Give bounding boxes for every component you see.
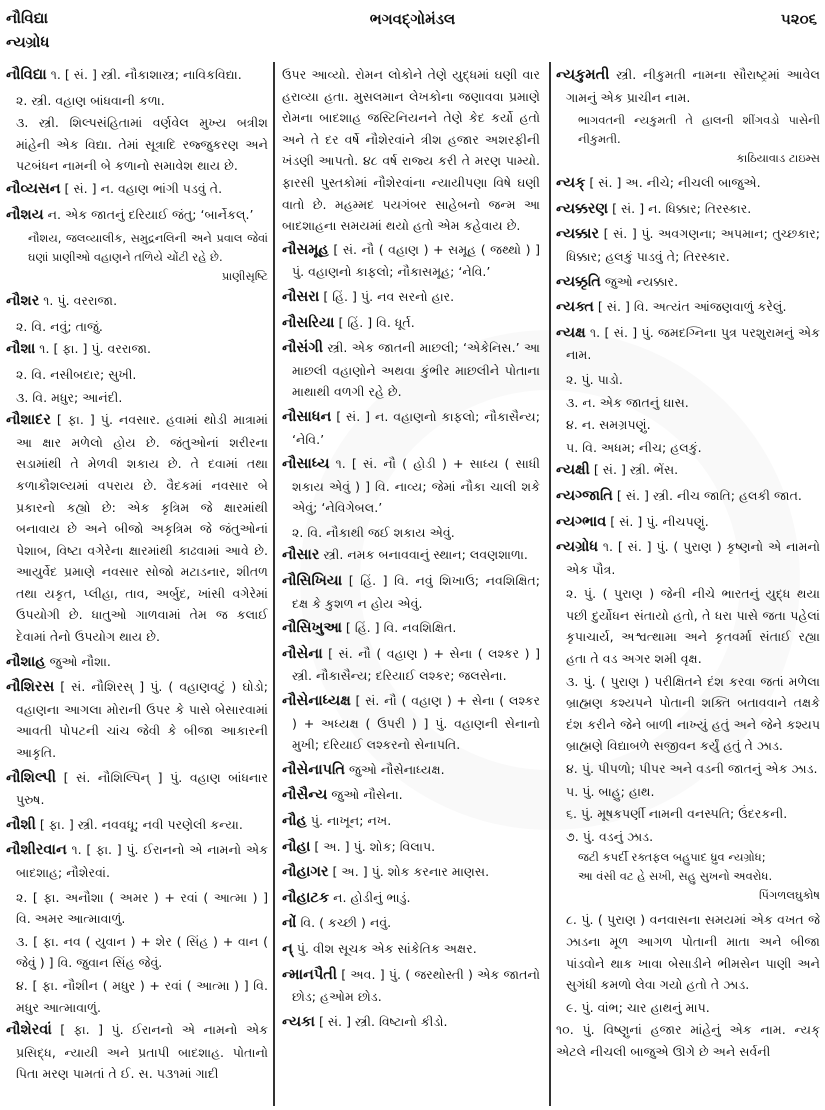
entry-definition: વિ. ( કચ્છી ) નવું. [296,915,392,931]
entry-definition: [ અવ. ] પું. ( જરથોસ્તી ) એક જાતનો છોડ; હઓમ છોડ. [292,966,540,1005]
dictionary-entry [282,643,540,687]
dictionary-entry [556,198,820,221]
entry-sense: ૪. ન. સમગ્રપણું. [566,417,651,433]
entry-headword: ન્યક્કાર [556,226,599,243]
entry-definition: ૧. [ ફા. ] પું. ઈરાનનો એ નામનો એક બાદશાહ; નૌશેરવાં. [16,842,268,880]
citation-text: નૌશય, જલવ્યાલીક, સમુદ્રનલિની અને પ્રવાલ જેવાં ઘણાં પ્રાણીઓ વહાણને તળિયે ચોંટી રહે છે. [28,231,268,265]
entry-sense: ૯. પું. વાંભ; ચાર હાથનું માપ. [566,999,710,1015]
dictionary-entry [6,409,268,648]
entry-sense: ૨. વિ. નસીબદાર; સુખી. [16,366,137,382]
verse-line: આ વંસી વટ હે સખી, સહુ સુખનો અવરોધ. [578,869,773,884]
verse-line: જટી કપર્દી રક્તફલ બહુપાદ ધ્રુવ ન્યગ્રોધ; [578,850,766,865]
dictionary-entry [556,536,820,580]
entry-definition: [ સં. ] સ્ત્રી. નીચ જાતિ; હલકી જાત. [612,487,802,503]
entry-definition: [ સં. ] ન. વહાણનો કાફલો; નૌકાસૈન્ય; ‘નેવિ.’ [292,408,540,447]
dictionary-entry [6,178,268,201]
entry-definition: ૧. [ સં. ] પું. ( પુરાણ ) કૃષ્ણનો એ નામનો એક પૌત્ર. [566,539,820,577]
entry-headword: નૌસંગી [282,340,324,357]
entry-headword: ન્યક્ [556,175,586,192]
entry-sense: ૨. પું. પાડો. [566,371,623,387]
entry-definition: જુઓ નૌશા. [45,653,111,669]
dictionary-entry [282,784,540,807]
dictionary-entry [556,459,820,482]
entry-sense: ૫. વિ. અધમ; નીચ; હલકું. [566,439,702,455]
citation-source: પિંગળલઘુકોષ [758,888,820,903]
entry-headword: નૌશય [6,206,44,223]
entry-definition: [ સં. નૌ ( વહાણ ) + સેના ( લશ્કર ) ] સ્ત્રી. નૌકાસૈન્ય; દરિયાઈ લશ્કર; જલસેના. [292,645,540,684]
entry-headword: નૌસરા [282,288,320,305]
entry-sense: ૩. પું. ( પુરાણ ) પરીક્ષિતને દંશ કરવા જતાં મળેલા બ્રાહ્મણ કશ્યપને પોતાની શક્તિ બતાવવાને તક્ષકે દંશ કરીને જેને બાળી નાખ્યું હતું અને જેને કશ્યપ બ્રાહ્મણે વિદ્યાબળે સજીવન કર્યું હતું તે ઝાડ. [566,673,820,754]
dictionary-entry [6,676,268,763]
dictionary-entry [282,617,540,640]
entry-sense: ૩. વિ. મધુર; આનંદી. [16,389,123,405]
entry-definition: [ સં. નૌશિલ્પિન્ ] પું. વહાણ બાંધનાર પુરુષ. [16,769,268,808]
entry-definition: [ સં. ] પું. નીચપણું. [606,513,709,529]
entry-headword: નૌસિખુઆ [282,620,342,637]
entry-definition: જુઓ ન્યક્કાર. [600,273,679,289]
entry-definition: સ્ત્રી. નમક બનાવવાનું સ્થાન; લવણશાળા. [319,547,528,563]
entry-definition: [ સં. ] ન. વહાણ ભાંગી પડવું તે. [60,180,223,196]
dictionary-entry [6,767,268,811]
entry-definition: [ સં. ] સ્ત્રી. વિષ્ટાનો કીડો. [314,1013,448,1029]
entry-definition: પું. વીશ સૂચક એક સાંકેતિક અક્ષર. [292,940,477,956]
entry-definition: [ ફા. ] પું. નવસાર. હવામાં થોડી માત્રામાં આ ક્ષાર મળેલો હોય છે. જંતુઓનાં શરીરના સડામાંથી તે મેળવી શકાય છે. તે દવામાં તથા કળાકૌશલ્યમાં વપરાય છે. વૈદકમાં નવસાર બે પ્રકારનો કહ્યો છે: એક કૃત્રિમ જે ક્ષારમાંથી બનાવાય છે અને બીજો અકૃત્રિમ જે જંતુઓનાં પેશાબ, વિષ્ટા વગેરેના ક્ષારમાંથી કાઢવામાં આવે છે. આયુર્વેદ પ્રમાણે નવસાર સોજો મટાડનાર, શીતળ તથા યકૃત, પ્લીહા, તાવ, અર્બુદ, ખાંસી વગેરેમાં ઉપયોગી છે. ધાતુઓ ગાળવામાં તેમ જ કલાઈ દેવામાં તેનો ઉપયોગ થાય છે. [16,412,268,645]
entry-definition: ન. એક જાતનું દરિયાઈ જંતુ; ‘બાર્નેકલ્.’ [43,206,254,222]
entry-sense: ૫. પું. બાહુ; હાથ. [566,783,655,799]
entry-definition: સ્ત્રી. નીકુમતી નામના સૌરાષ્ટ્રમાં આવેલ ગામનું એક પ્રાચીન નામ. [566,67,820,105]
entry-headword: નૌહા [282,838,311,855]
column-divider [273,62,275,1106]
entry-sense: ૭. પું. વડનું ઝાડ. [566,828,654,844]
dictionary-entry [282,836,540,859]
entry-definition: જુઓ નૌસેના. [327,787,403,803]
entry-sense: ૩. ન. એક જાતનું ઘાસ. [566,394,689,410]
entry-headword: નૌશિરસ [6,679,55,696]
entry-definition: [ સં. ] અ. નીચે; નીચલી બાજુએ. [585,175,761,191]
entry-definition: [ ફા. ] સ્ત્રી. નવવધૂ; નવી પરણેલી કન્યા. [35,816,243,832]
dictionary-entry [556,64,820,108]
dictionary-entry [556,485,820,508]
entry-headword: નૌશી [6,816,36,833]
dictionary-entry [282,861,540,884]
dictionary-entry [282,312,540,335]
page-title: ભગવદ્ગોમંડલ [369,10,456,28]
entry-headword: નૌવિદ્યા [6,67,47,83]
entry-sense: ૨. વિ. નૌકાથી જઈ શકાય એવું. [292,524,455,540]
column-1 [6,64,268,1104]
citation [556,111,820,168]
entry-sense: ૩. [ ફા. નવ ( યુવાન ) + શેર ( સિંહ ) + વાન ( જેવું ) ] વિ. જુવાન સિંહ જેવું. [16,933,268,971]
dictionary-entry [6,839,268,883]
entry-definition: પું. નાખૂન; નખ. [306,813,392,828]
dictionary-entry [282,337,540,403]
entry-headword: નૌશિલ્પી [6,769,57,786]
entry-sense: ૪. પું. પીપળો; પીપર અને વડની જાતનું એક ઝાડ. [566,761,818,777]
entry-sense: ૪. [ ફા. નૌશીન ( મધુર ) + રવાં ( આત્મા ) ] વિ. મધુર આત્માવાળું. [16,977,268,1015]
verse-citation [556,848,820,905]
entry-headword: ન્યકા [282,1013,315,1030]
citation-source: કાઠિયાવાડ ટાઇમ્સ [736,151,820,166]
entry-sense: ૨. સ્ત્રી. વહાણ બાંધવાની કળા. [16,92,165,108]
entry-headword: નૌહાટક [282,889,330,906]
entry-headword: ન્યક્કરણ [556,200,609,217]
dictionary-entry [6,1019,268,1085]
entry-definition: [ સં. ] ન. ધિક્કાર; તિરસ્કાર. [608,200,752,216]
entry-headword: ન્યક્ષી [556,462,590,479]
entry-headword: નૌસૈન્ય [282,787,328,804]
citation [6,229,268,286]
dictionary-entry [282,887,540,910]
entry-headword: નૌશેરવાં [6,1022,52,1039]
entry-sense: ૨. વિ. નવું; તાજું. [16,318,103,334]
column-divider [549,62,551,1106]
entry-definition: [ સં. નૌ ( વહાણ ) + સેના ( લશ્કર ) + અધ્યક્ષ ( ઉપરી ) ] પું. વહાણની સેનાનો મુખી; દરિયાઈ લશ્કરનો સેનાપતિ. [292,693,540,753]
dictionary-entry [6,651,268,674]
column-2 [282,64,540,1104]
entry-definition: [ સં. નૌશિરસ્ ] પું. ( વહાણવટું ) ઘોડો; વહાણના આગલા મોરાની ઉપર કે પાસે બેસારવામાં આવતી પોપટની ચાંચ જેવી કે બીજા આકારની આકૃતિ. [16,679,268,761]
entry-sense: ૮. પું. ( પુરાણ ) વનવાસના સમયમાં એક વખત જે ઝાડના મૂળ આગળ પોતાની માતા અને બીજા પાંડવોને થાક ખાવા બેસાડીને ભીમસેન પાણી અને સુગંધી કમળો લેવા ગયો હતો તે ઝાડ. [566,912,820,993]
entry-headword: નૌસરિયા [282,314,335,331]
entry-definition: [ સં. ] સ્ત્રી. ભેંસ. [589,462,679,478]
dictionary-entry [6,204,268,227]
entry-definition: ન. હોડીનું ભાડું. [329,889,411,905]
entry-definition: [ હિં. ] વિ. નવશિક્ષિત. [341,620,457,636]
dictionary-entry [282,690,540,756]
entry-headword: નૌવ્યસન [6,180,61,197]
dictionary-entry [282,453,540,519]
dictionary-entry [6,338,268,361]
entry-headword: નૌહ [282,813,307,829]
entry-headword: નૌશર [6,293,40,310]
entry-sense: ૨. પું. ( પુરાણ ) જેની નીચે ભારતનું યુદ્ધ થયા પછી દુર્યોધન સંતાયો હતો, તે ધરા પાસે જતા પહેલાં કૃપાચાર્ય, અશ્વત્થામા અને કૃતવર્મા સંતાઈ રહ્યા હતા તે વડ અગર શમી વૃક્ષ. [566,586,820,667]
dictionary-entry [556,271,820,294]
entry-headword: નૌસેનાપતિ [282,761,345,778]
guide-word-last: ન્યગ્રોધ [6,33,50,51]
entry-definition: [ અ. ] પું. શોક કરનાર માણસ. [328,864,490,880]
dictionary-entry [282,1011,540,1034]
entry-sense: ૬. પું. મૂષકપર્ણી નામની વનસ્પતિ; ઉંદરકની. [566,806,788,822]
entry-headword: ન્યગ્જાતિ [556,487,613,504]
entry-headword: નૌસમૂહ [282,241,329,258]
dictionary-entry [556,223,820,267]
dictionary-entry [282,406,540,450]
entry-headword: નૌશીરવાન [6,842,67,859]
dictionary-entry [556,172,820,195]
entry-definition: ૧. [ ફા. ] પું. વરરાજા. [35,341,152,357]
entry-headword: ન્ [282,940,293,957]
entry-definition: ૧. [ સં. નૌ ( હોડી ) + સાધ્ય ( સાધી શકાય એવું ) ] વિ. નાવ્ય; જેમાં નૌકા ચાલી શકે એવું; ‘નેવિગેબલ.’ [292,456,540,516]
dictionary-entry [6,814,268,837]
entry-definition: [ હિં. ] વિ. ધૂર્ત. [334,314,415,330]
entry-definition: [ સં. ] પું. અવગણના; અપમાન; તુચ્છકાર; ધિક્કાર; હલકું પાડવું તે; તિરસ્કાર. [566,226,820,264]
citation-text: ભાગવતની ન્યકુમતી તે હાલની શીંગવડો પાસેની નીકુમતી. [578,113,820,147]
dictionary-entry [282,570,540,614]
entry-sense: ૩. સ્ત્રી. શિલ્પસંહિતામાં વર્ણવેલ મુખ્ય બત્રીશ માંહેની એક વિદ્યા. તેમાં સૂત્રાદિ રજ્જુકરણ અને પટબંધન નામની બે કળાનો સમાવેશ થાય છે. [16,115,268,174]
dictionary-entry [282,938,540,961]
entry-headword: ન્યક્ષ [556,324,586,341]
entry-headword: ન્યક્કૃતિ [556,273,601,290]
dictionary-entry [282,286,540,309]
dictionary-entry [556,511,820,534]
dictionary-entry [6,64,268,87]
dictionary-entry [6,290,268,313]
dictionary-entry [282,810,540,833]
entry-headword: નૌસિખિયા [282,573,343,590]
entry-headword: નૌશાહ [6,653,46,670]
entry-headword: નોં [282,915,297,932]
entry-definition: સ્ત્રી. એક જાતની માછલી; ‘એકેનિસ.’ આ માછલી વહાણોને અથવા કુંભીર માછલીને પોતાના માથાથી વળગી રહે છે. [292,340,540,400]
entry-definition: [ હિં. ] વિ. નવું શિખાઉ; નવશિક્ષિત; દક્ષ કે કુશળ ન હોય એવું. [292,573,540,611]
dictionary-entry [556,296,820,319]
entry-definition: [ હિં. ] પું. નવ સરનો હાર. [319,288,455,304]
guide-word-first: નૌવિદ્યા [6,9,49,27]
dictionary-entry [282,544,540,567]
entry-definition: જુઓ નૌસેનાધ્યક્ષ. [344,761,445,777]
entry-headword: ન્યક્ત [556,299,594,316]
continued-text: ૧૦. પું. વિષ્ણુનાં હજાર માંહેનું એક નામ. ન્યક્ એટલે નીચલી બાજુએ ઊગે છે અને સર્વની [556,1022,820,1059]
entry-headword: નૌસાધન [282,408,332,425]
citation-source: પ્રાણીસૃષ્ટિ [221,269,268,284]
page-number: ૫૨૦૬ [780,10,817,28]
entry-definition: [ સં. ] વિ. અત્યંત આંજણવાળું કરેલું. [593,299,787,315]
dictionary-entry [282,239,540,283]
dictionary-entry [282,759,540,782]
column-3 [556,64,820,1104]
entry-headword: ન્યગ્ભાવ [556,513,607,530]
entry-headword: નૌસેનાધ્યક્ષ [282,693,351,710]
entry-definition: ૧. [ સં. ] સ્ત્રી. નૌકાશાસ્ત્ર; નાવિકવિદ્યા. [46,67,242,82]
entry-headword: ન્યકુમતી [556,67,610,83]
entry-sense: ૨. [ ફા. અનૌશા ( અમર ) + રવાં ( આત્મા ) ] વિ. અમર આત્માવાળું. [16,889,268,927]
entry-headword: નૌશાદર [6,412,51,429]
entry-definition: [ સં. નૌ ( વહાણ ) + સમૂહ ( જથ્થો ) ] પું. વહાણનો કાફલો; નૌકાસમૂહ; ‘નેવિ.’ [292,241,540,280]
continued-text: ઉપર આવ્યો. રોમન લોકોને તેણે યુદ્ધમાં ઘણી વાર હરાવ્યા હતા. મુસલમાન લેખકોના જણાવવા પ્રમાણે રોમના બાદશાહ જસ્ટિનિયનને તેણે કેદ કર્યો હતો અને તે દર વર્ષે નૌશેરવાંને ત્રીશ હજાર અશરફીની ખંડણી આપતો. ૪૮ વર્ષ રાજ્ય કરી તે મરણ પામ્યો. ફારસી પુસ્તકોમાં નૌશેરવાંના ન્યાયીપણા વિષે ઘણી વાતો છે. મહમ્મદ પયગંબર સાહેબનો જન્મ આ બાદશાહના સમયમાં થયો હતો એમ કહેવાય છે. [282,67,540,234]
entry-definition: ૧. પું. વરરાજા. [39,293,118,309]
entry-headword: નૌહાગર [282,864,329,881]
entry-definition: ૧. [ સં. ] પું. જમદગ્નિના પુત્ર પરશુરામનું એક નામ. [566,324,820,363]
entry-headword: ન્યગ્રોધ [556,539,599,556]
entry-definition: [ ફા. ] પું. ઈરાનનો એ નામનો એક પ્રસિદ્ધ, ન્યાયી અને પ્રતાપી બાદશાહ. પોતાનો પિતા મરણ પામતાં તે ઈ. સ. ૫૩૧માં ગાદી [16,1022,268,1082]
entry-headword: ન્માનપૈતી [282,966,338,983]
entry-headword: નૌસેના [282,645,323,662]
dictionary-entry [556,322,820,366]
entry-headword: નૌશા [6,341,36,358]
dictionary-entry [282,912,540,935]
entry-headword: નૌસાર [282,547,320,564]
entry-headword: નૌસાધ્ય [282,456,330,473]
dictionary-entry [282,964,540,1008]
entry-definition: [ અ. ] પું. શોક; વિલાપ. [310,838,436,854]
